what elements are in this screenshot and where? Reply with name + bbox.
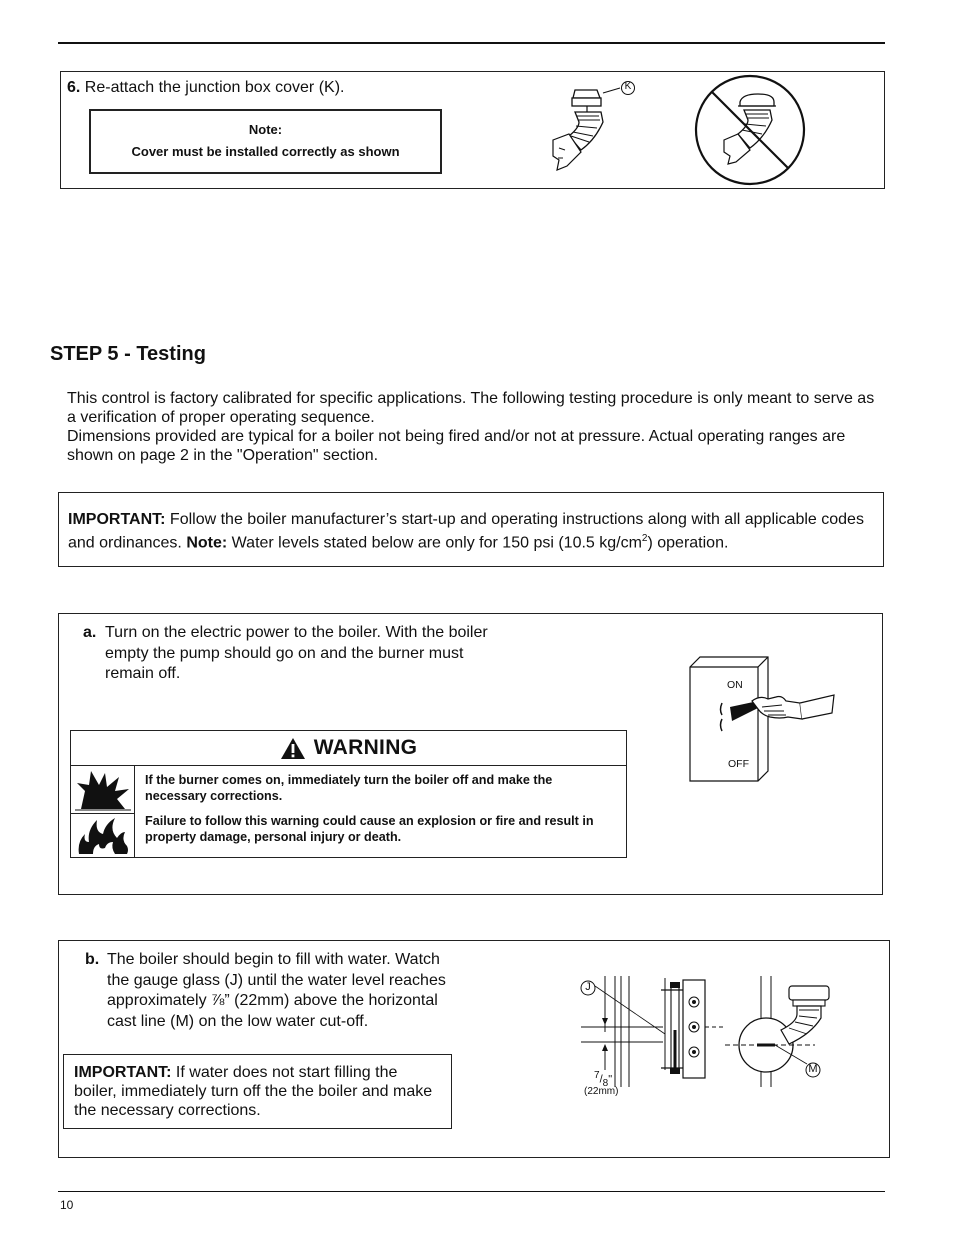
warning-line-1: If the burner comes on, immediately turn the boiler off and make the necessary corrections. (145, 773, 553, 803)
step-a-instruction (83, 623, 503, 685)
warning-header (71, 731, 626, 766)
label-k: K (624, 81, 632, 92)
step-a-letter: a. (83, 624, 97, 641)
step5-intro-paragraph-1: This control is factory calibrated for specific applications. The following testing procedure is only meant to serve as a verification of proper operating sequence. (67, 390, 875, 426)
gauge-glass-illustration (575, 972, 835, 1097)
step5-intro (67, 389, 887, 465)
step6-note-box (89, 109, 442, 174)
dimension-fraction: $^7/_8$" (594, 1070, 613, 1089)
warning-title: WARNING (313, 736, 418, 759)
warning-icon-column (71, 765, 135, 858)
warning-box (70, 730, 627, 858)
warning-icon-divider (71, 813, 134, 814)
important-1-body-3: ) operation. (647, 534, 729, 552)
label-m: M (808, 1063, 818, 1075)
step-a-text: Turn on the electric power to the boiler. With the boiler empty the pump should go on and the burner must remain off. (105, 624, 488, 682)
step6-note-title: Note: (248, 122, 283, 137)
important-2-text (74, 1063, 444, 1120)
step-b-fraction: ⅞ (211, 992, 225, 1009)
step5-intro-paragraph-2: Dimensions provided are typical for a boiler not being fired and/or not at pressure. Actual operating ranges are shown on page 2 in the "Operation" section. (67, 428, 846, 464)
step6-number: 6. (67, 79, 81, 96)
important-2-body: If water does not start filling the boiler, immediately turn off the the boiler and make the necessary corrections. (74, 1064, 433, 1119)
important-1-superscript: 2 (641, 533, 648, 544)
important-1-text (68, 510, 878, 552)
step5-heading: STEP 5 - Testing (50, 343, 206, 365)
top-rule (58, 42, 885, 44)
dimension-denominator: 8 (602, 1077, 609, 1089)
important-1-body-2: Water levels stated below are only for 150 psi (10.5 kg/cm (231, 534, 642, 552)
step-b-text-before: The boiler should begin to fill with water. Watch the gauge glass (J) until the water level reaches approximately (107, 951, 446, 1009)
step-b-text (107, 950, 457, 1032)
power-switch-illustration (688, 655, 838, 785)
page-number: 10 (60, 1198, 74, 1212)
dimension-mm: (22mm) (584, 1086, 619, 1097)
switch-on-label: ON (727, 679, 743, 691)
important-1-note-label: Note: (186, 534, 228, 552)
explosion-icon (75, 769, 131, 811)
fire-icon (75, 816, 131, 856)
bottom-rule (58, 1191, 885, 1192)
step-b-text-after: ” (22mm) above the horizontal cast line (M) on the low water cut-off. (107, 992, 438, 1030)
label-j: J (585, 981, 591, 993)
warning-text-column (145, 772, 615, 845)
step6-note-body: Cover must be installed correctly as shown (131, 144, 400, 159)
important-2-label: IMPORTANT: (74, 1064, 172, 1081)
switch-off-label: OFF (728, 758, 749, 770)
step-b-letter: b. (85, 951, 100, 968)
important-1-body-1: Follow the boiler manufacturer’s start-up and operating instructions along with all applicable codes and ordinances. (68, 511, 864, 552)
warning-line-2: Failure to follow this warning could cause an explosion or fire and result in property damage, personal injury or death. (145, 814, 594, 844)
dimension-unit: " (608, 1073, 613, 1086)
step6-text: Re-attach the junction box cover (K). (84, 79, 345, 96)
important-box-1 (58, 492, 884, 567)
junction-cover-incorrect-illustration (694, 74, 806, 186)
warning-triangle-icon (280, 737, 306, 760)
dimension-numerator: 7 (594, 1070, 600, 1081)
step-b-instruction (85, 950, 457, 1032)
step6-instruction (67, 79, 344, 97)
important-box-2 (63, 1054, 452, 1129)
important-1-label: IMPORTANT: (68, 511, 166, 528)
